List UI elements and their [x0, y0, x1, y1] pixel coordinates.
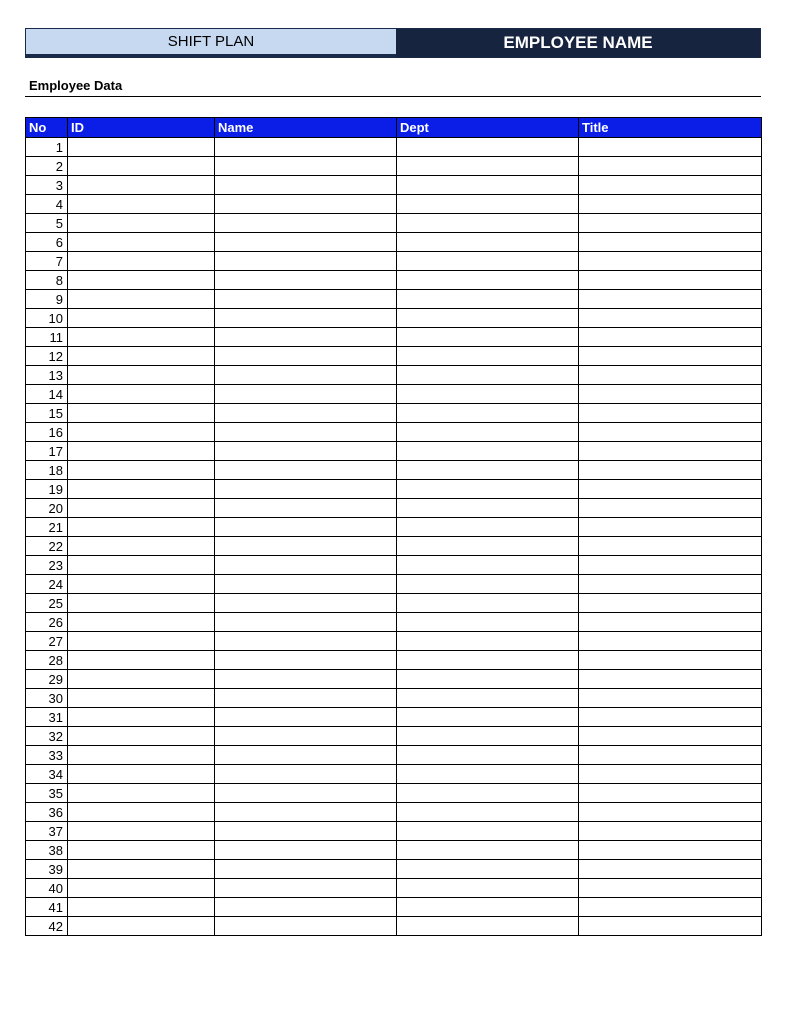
cell-title[interactable] — [579, 499, 762, 518]
cell-dept[interactable] — [397, 727, 579, 746]
table-row — [26, 860, 762, 879]
cell-title[interactable] — [579, 442, 762, 461]
cell-title[interactable] — [579, 366, 762, 385]
table-row — [26, 708, 762, 727]
cell-id[interactable] — [68, 176, 215, 195]
cell-id[interactable] — [68, 214, 215, 233]
cell-dept[interactable] — [397, 423, 579, 442]
table-row — [26, 404, 762, 423]
cell-name[interactable] — [215, 271, 397, 290]
cell-title[interactable] — [579, 271, 762, 290]
cell-title[interactable] — [579, 575, 762, 594]
table-row — [26, 765, 762, 784]
table-row — [26, 746, 762, 765]
cell-title[interactable] — [579, 518, 762, 537]
cell-title[interactable] — [579, 765, 762, 784]
cell-no: 32 — [26, 727, 68, 746]
cell-id[interactable] — [68, 347, 215, 366]
cell-id[interactable] — [68, 385, 215, 404]
cell-dept[interactable] — [397, 670, 579, 689]
cell-dept[interactable] — [397, 746, 579, 765]
cell-title[interactable] — [579, 556, 762, 575]
cell-id[interactable] — [68, 670, 215, 689]
cell-title[interactable] — [579, 651, 762, 670]
cell-dept[interactable] — [397, 480, 579, 499]
table-row — [26, 176, 762, 195]
table-row — [26, 670, 762, 689]
cell-dept[interactable] — [397, 822, 579, 841]
section-title: Employee Data — [29, 78, 123, 93]
cell-dept[interactable] — [397, 537, 579, 556]
cell-no: 40 — [26, 879, 68, 898]
cell-id[interactable] — [68, 917, 215, 936]
employee-name-title: EMPLOYEE NAME — [396, 29, 760, 57]
section-divider — [25, 96, 761, 97]
table-row — [26, 537, 762, 556]
cell-id[interactable] — [68, 765, 215, 784]
cell-title[interactable] — [579, 708, 762, 727]
cell-title[interactable] — [579, 613, 762, 632]
table-row — [26, 594, 762, 613]
table-row — [26, 252, 762, 271]
cell-dept[interactable] — [397, 271, 579, 290]
cell-id[interactable] — [68, 594, 215, 613]
cell-id[interactable] — [68, 480, 215, 499]
cell-dept[interactable] — [397, 632, 579, 651]
cell-name[interactable] — [215, 499, 397, 518]
cell-name[interactable] — [215, 803, 397, 822]
cell-title[interactable] — [579, 138, 762, 157]
cell-title[interactable] — [579, 537, 762, 556]
column-header-title: Title — [579, 118, 762, 138]
cell-id[interactable] — [68, 803, 215, 822]
cell-no: 34 — [26, 765, 68, 784]
cell-no: 2 — [26, 157, 68, 176]
cell-dept[interactable] — [397, 385, 579, 404]
cell-name[interactable] — [215, 176, 397, 195]
cell-title[interactable] — [579, 214, 762, 233]
cell-title[interactable] — [579, 784, 762, 803]
cell-dept[interactable] — [397, 499, 579, 518]
cell-id[interactable] — [68, 442, 215, 461]
cell-dept[interactable] — [397, 803, 579, 822]
cell-no: 11 — [26, 328, 68, 347]
cell-name[interactable] — [215, 157, 397, 176]
table-row — [26, 689, 762, 708]
cell-name[interactable] — [215, 252, 397, 271]
table-row — [26, 214, 762, 233]
table-body — [26, 138, 762, 936]
cell-dept[interactable] — [397, 366, 579, 385]
table-row — [26, 879, 762, 898]
cell-id[interactable] — [68, 195, 215, 214]
cell-title[interactable] — [579, 746, 762, 765]
cell-title[interactable] — [579, 670, 762, 689]
cell-name[interactable] — [215, 233, 397, 252]
table-row — [26, 309, 762, 328]
cell-id[interactable] — [68, 879, 215, 898]
cell-dept[interactable] — [397, 461, 579, 480]
cell-dept[interactable] — [397, 879, 579, 898]
cell-dept[interactable] — [397, 765, 579, 784]
table-row — [26, 556, 762, 575]
cell-no: 41 — [26, 898, 68, 917]
cell-name[interactable] — [215, 518, 397, 537]
cell-id[interactable] — [68, 252, 215, 271]
cell-title[interactable] — [579, 841, 762, 860]
cell-id[interactable] — [68, 556, 215, 575]
cell-id[interactable] — [68, 537, 215, 556]
cell-title[interactable] — [579, 385, 762, 404]
cell-no: 4 — [26, 195, 68, 214]
cell-no: 24 — [26, 575, 68, 594]
cell-no: 38 — [26, 841, 68, 860]
cell-name[interactable] — [215, 138, 397, 157]
cell-dept[interactable] — [397, 176, 579, 195]
cell-id[interactable] — [68, 309, 215, 328]
cell-name[interactable] — [215, 689, 397, 708]
cell-title[interactable] — [579, 309, 762, 328]
cell-title[interactable] — [579, 727, 762, 746]
table-row — [26, 423, 762, 442]
cell-name[interactable] — [215, 347, 397, 366]
cell-title[interactable] — [579, 898, 762, 917]
cell-no: 25 — [26, 594, 68, 613]
cell-name[interactable] — [215, 651, 397, 670]
cell-name[interactable] — [215, 879, 397, 898]
cell-id[interactable] — [68, 784, 215, 803]
cell-title[interactable] — [579, 328, 762, 347]
cell-dept[interactable] — [397, 651, 579, 670]
table-row — [26, 347, 762, 366]
shift-plan-title: SHIFT PLAN — [26, 29, 396, 57]
cell-dept[interactable] — [397, 917, 579, 936]
cell-id[interactable] — [68, 366, 215, 385]
cell-dept[interactable] — [397, 404, 579, 423]
cell-title[interactable] — [579, 423, 762, 442]
cell-id[interactable] — [68, 860, 215, 879]
table-row — [26, 328, 762, 347]
cell-no: 23 — [26, 556, 68, 575]
cell-name[interactable] — [215, 537, 397, 556]
table-header-row — [26, 118, 762, 138]
table-row — [26, 385, 762, 404]
table-row — [26, 575, 762, 594]
cell-name[interactable] — [215, 670, 397, 689]
cell-no: 36 — [26, 803, 68, 822]
table-row — [26, 480, 762, 499]
cell-id[interactable] — [68, 746, 215, 765]
cell-no: 9 — [26, 290, 68, 309]
cell-title[interactable] — [579, 689, 762, 708]
table-row — [26, 442, 762, 461]
table-row — [26, 727, 762, 746]
table-row — [26, 803, 762, 822]
column-header-id: ID — [68, 118, 215, 138]
cell-dept[interactable] — [397, 328, 579, 347]
cell-name[interactable] — [215, 214, 397, 233]
cell-no: 10 — [26, 309, 68, 328]
cell-dept[interactable] — [397, 233, 579, 252]
cell-dept[interactable] — [397, 708, 579, 727]
cell-title[interactable] — [579, 252, 762, 271]
cell-id[interactable] — [68, 575, 215, 594]
table-row — [26, 822, 762, 841]
cell-title[interactable] — [579, 461, 762, 480]
cell-id[interactable] — [68, 138, 215, 157]
cell-dept[interactable] — [397, 613, 579, 632]
cell-no: 19 — [26, 480, 68, 499]
cell-title[interactable] — [579, 195, 762, 214]
table-row — [26, 499, 762, 518]
cell-no: 13 — [26, 366, 68, 385]
cell-dept[interactable] — [397, 841, 579, 860]
cell-name[interactable] — [215, 822, 397, 841]
cell-no: 8 — [26, 271, 68, 290]
cell-dept[interactable] — [397, 309, 579, 328]
cell-no: 42 — [26, 917, 68, 936]
cell-id[interactable] — [68, 822, 215, 841]
cell-name[interactable] — [215, 784, 397, 803]
cell-no: 35 — [26, 784, 68, 803]
cell-no: 22 — [26, 537, 68, 556]
table-row — [26, 461, 762, 480]
cell-dept[interactable] — [397, 290, 579, 309]
cell-id[interactable] — [68, 708, 215, 727]
cell-id[interactable] — [68, 841, 215, 860]
cell-no: 33 — [26, 746, 68, 765]
employee-data-table — [25, 117, 762, 936]
cell-title[interactable] — [579, 233, 762, 252]
cell-no: 31 — [26, 708, 68, 727]
cell-dept[interactable] — [397, 898, 579, 917]
cell-id[interactable] — [68, 499, 215, 518]
cell-title[interactable] — [579, 347, 762, 366]
cell-no: 26 — [26, 613, 68, 632]
table-row — [26, 898, 762, 917]
column-header-name: Name — [215, 118, 397, 138]
cell-no: 6 — [26, 233, 68, 252]
cell-id[interactable] — [68, 518, 215, 537]
cell-title[interactable] — [579, 290, 762, 309]
cell-dept[interactable] — [397, 214, 579, 233]
cell-no: 27 — [26, 632, 68, 651]
cell-dept[interactable] — [397, 252, 579, 271]
cell-no: 16 — [26, 423, 68, 442]
cell-title[interactable] — [579, 860, 762, 879]
table-row — [26, 784, 762, 803]
cell-dept[interactable] — [397, 138, 579, 157]
cell-name[interactable] — [215, 917, 397, 936]
cell-dept[interactable] — [397, 860, 579, 879]
cell-no: 21 — [26, 518, 68, 537]
cell-no: 29 — [26, 670, 68, 689]
cell-name[interactable] — [215, 765, 397, 784]
cell-no: 17 — [26, 442, 68, 461]
cell-no: 15 — [26, 404, 68, 423]
column-header-dept: Dept — [397, 118, 579, 138]
table-row — [26, 366, 762, 385]
cell-name[interactable] — [215, 746, 397, 765]
cell-name[interactable] — [215, 727, 397, 746]
table-row — [26, 518, 762, 537]
cell-dept[interactable] — [397, 784, 579, 803]
cell-id[interactable] — [68, 727, 215, 746]
cell-id[interactable] — [68, 689, 215, 708]
table-row — [26, 841, 762, 860]
table-row — [26, 157, 762, 176]
cell-id[interactable] — [68, 613, 215, 632]
cell-name[interactable] — [215, 442, 397, 461]
cell-no: 20 — [26, 499, 68, 518]
cell-no: 14 — [26, 385, 68, 404]
cell-id[interactable] — [68, 898, 215, 917]
cell-id[interactable] — [68, 271, 215, 290]
cell-id[interactable] — [68, 233, 215, 252]
cell-no: 37 — [26, 822, 68, 841]
cell-title[interactable] — [579, 917, 762, 936]
cell-id[interactable] — [68, 290, 215, 309]
cell-id[interactable] — [68, 461, 215, 480]
table-row — [26, 290, 762, 309]
cell-dept[interactable] — [397, 594, 579, 613]
cell-no: 12 — [26, 347, 68, 366]
cell-name[interactable] — [215, 309, 397, 328]
cell-no: 39 — [26, 860, 68, 879]
cell-name[interactable] — [215, 328, 397, 347]
cell-name[interactable] — [215, 290, 397, 309]
cell-name[interactable] — [215, 480, 397, 499]
cell-name[interactable] — [215, 556, 397, 575]
cell-id[interactable] — [68, 404, 215, 423]
cell-id[interactable] — [68, 328, 215, 347]
cell-id[interactable] — [68, 423, 215, 442]
cell-id[interactable] — [68, 651, 215, 670]
cell-id[interactable] — [68, 632, 215, 651]
cell-dept[interactable] — [397, 689, 579, 708]
cell-name[interactable] — [215, 195, 397, 214]
cell-title[interactable] — [579, 404, 762, 423]
table-row — [26, 632, 762, 651]
cell-no: 28 — [26, 651, 68, 670]
cell-name[interactable] — [215, 385, 397, 404]
cell-no: 7 — [26, 252, 68, 271]
cell-name[interactable] — [215, 461, 397, 480]
cell-title[interactable] — [579, 480, 762, 499]
cell-title[interactable] — [579, 157, 762, 176]
cell-dept[interactable] — [397, 556, 579, 575]
table-row — [26, 271, 762, 290]
cell-dept[interactable] — [397, 157, 579, 176]
cell-name[interactable] — [215, 613, 397, 632]
cell-name[interactable] — [215, 404, 397, 423]
cell-title[interactable] — [579, 594, 762, 613]
cell-dept[interactable] — [397, 575, 579, 594]
cell-no: 1 — [26, 138, 68, 157]
table-row — [26, 613, 762, 632]
cell-name[interactable] — [215, 632, 397, 651]
cell-no: 18 — [26, 461, 68, 480]
cell-name[interactable] — [215, 594, 397, 613]
cell-name[interactable] — [215, 860, 397, 879]
table-row — [26, 917, 762, 936]
column-header-no: No — [26, 118, 68, 138]
cell-title[interactable] — [579, 176, 762, 195]
table-row — [26, 651, 762, 670]
cell-dept[interactable] — [397, 442, 579, 461]
cell-no: 30 — [26, 689, 68, 708]
cell-name[interactable] — [215, 575, 397, 594]
cell-dept[interactable] — [397, 347, 579, 366]
cell-name[interactable] — [215, 708, 397, 727]
page-header — [25, 28, 761, 58]
cell-id[interactable] — [68, 157, 215, 176]
cell-title[interactable] — [579, 822, 762, 841]
cell-title[interactable] — [579, 803, 762, 822]
cell-no: 5 — [26, 214, 68, 233]
cell-dept[interactable] — [397, 195, 579, 214]
cell-name[interactable] — [215, 898, 397, 917]
cell-dept[interactable] — [397, 518, 579, 537]
cell-name[interactable] — [215, 423, 397, 442]
cell-title[interactable] — [579, 879, 762, 898]
cell-name[interactable] — [215, 366, 397, 385]
cell-title[interactable] — [579, 632, 762, 651]
cell-name[interactable] — [215, 841, 397, 860]
cell-no: 3 — [26, 176, 68, 195]
table-row — [26, 233, 762, 252]
table-row — [26, 195, 762, 214]
table-row — [26, 138, 762, 157]
